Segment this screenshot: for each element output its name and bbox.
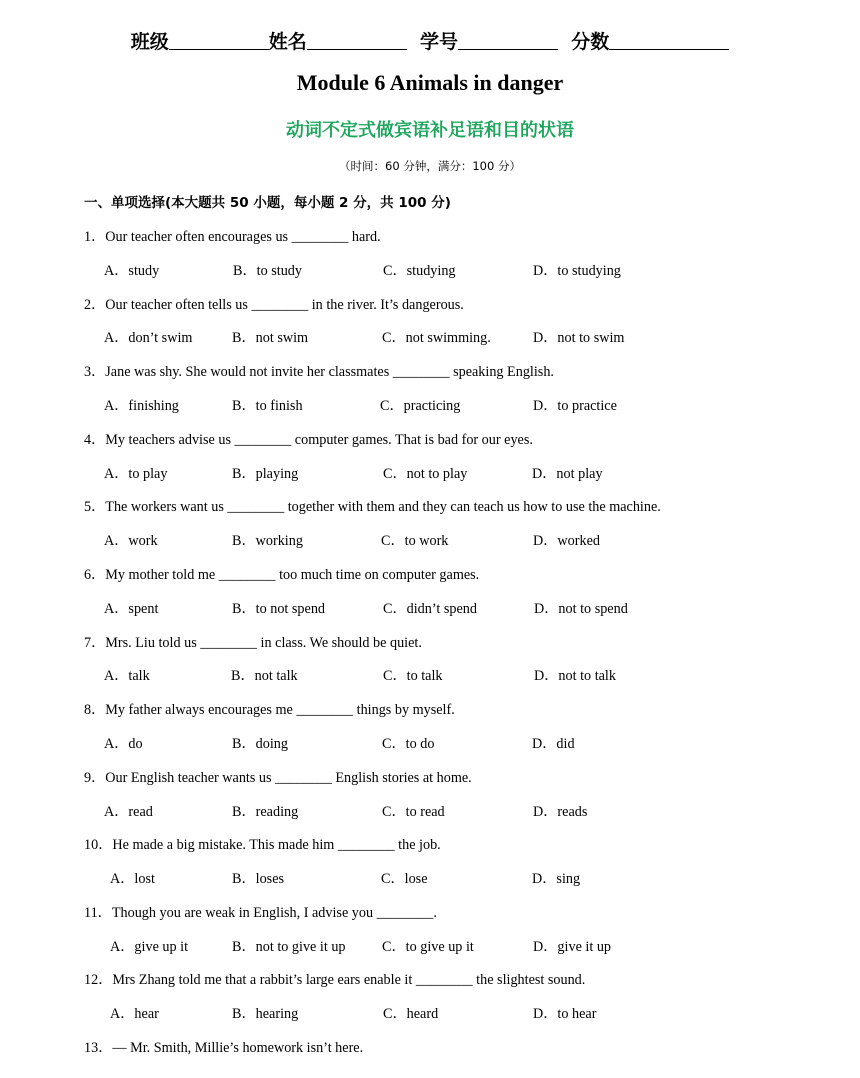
option-a: A．study <box>104 263 160 279</box>
option-c: C．lose <box>381 871 428 887</box>
option-d: D．sing <box>532 871 581 887</box>
option-d: D．to hear <box>533 1006 597 1022</box>
question-text: 13．— Mr. Smith, Millie’s homework isn’t here. <box>84 1040 364 1056</box>
question-options <box>0 530 860 550</box>
question-text: 10．He made a big mistake. This made him ________ the job. <box>84 837 441 853</box>
option-b: B．hearing <box>232 1006 299 1022</box>
option-a: A．don’t swim <box>104 330 193 346</box>
option-a: A．do <box>104 736 143 752</box>
option-b: B．working <box>232 533 303 549</box>
option-d: D．not to swim <box>533 330 625 346</box>
name-blank <box>307 31 407 50</box>
option-b: B．not talk <box>231 668 298 684</box>
option-a: A．give up it <box>110 939 189 955</box>
question-text: 12．Mrs Zhang told me that a rabbit’s large ears enable it ________ the slightest sound. <box>84 972 586 988</box>
option-b: B．to finish <box>232 398 303 414</box>
option-a: A．read <box>104 804 153 820</box>
question-text: 6．My mother told me ________ too much time on computer games. <box>84 567 480 583</box>
option-d: D．give it up <box>533 939 612 955</box>
question-text: 7．Mrs. Liu told us ________ in class. We should be quiet. <box>84 635 422 651</box>
option-c: C．to read <box>382 804 445 820</box>
class-label: 班级 <box>130 31 169 53</box>
student-info-line <box>0 27 860 54</box>
question-text: 1．Our teacher often encourages us ________ hard. <box>84 229 381 245</box>
option-a: A．finishing <box>104 398 179 414</box>
class-blank <box>169 31 269 50</box>
question-text: 2．Our teacher often tells us ________ in the river. It’s dangerous. <box>84 297 464 313</box>
option-d: D．to practice <box>533 398 617 414</box>
option-b: B．reading <box>232 804 299 820</box>
question-options <box>0 936 860 956</box>
question-text: 11．Though you are weak in English, I advise you ________. <box>84 905 437 921</box>
option-d: D．not play <box>532 466 603 482</box>
option-d: D．worked <box>533 533 600 549</box>
option-c: C．not to play <box>383 466 468 482</box>
question-options <box>0 801 860 821</box>
option-d: D．reads <box>533 804 588 820</box>
option-a: A．hear <box>110 1006 159 1022</box>
option-c: C．to do <box>382 736 435 752</box>
question-options <box>0 395 860 415</box>
option-b: B．to not spend <box>232 601 326 617</box>
question-text: 8．My father always encourages me ________ things by myself. <box>84 702 455 718</box>
question-text: 5．The workers want us ________ together with them and they can teach us how to use the machine. <box>84 499 661 515</box>
option-d: D．not to talk <box>534 668 616 684</box>
page-subtitle: 动词不定式做宾语补足语和目的状语 <box>286 120 574 141</box>
option-b: B．doing <box>232 736 288 752</box>
student-id-blank <box>458 31 558 50</box>
option-c: C．heard <box>383 1006 439 1022</box>
option-a: A．to play <box>104 466 168 482</box>
time-score-note: （时间：60 分钟，满分：100 分） <box>339 159 521 173</box>
option-d: D．to studying <box>533 263 621 279</box>
option-b: B．loses <box>232 871 285 887</box>
option-d: D．not to spend <box>534 601 628 617</box>
question-options <box>0 1003 860 1023</box>
option-d: D．did <box>532 736 575 752</box>
student-id-label: 学号 <box>420 31 459 53</box>
section-title: 一、单项选择(本大题共 50 小题，每小题 2 分，共 100 分) <box>84 195 451 211</box>
option-c: C．practicing <box>380 398 461 414</box>
question-options <box>0 463 860 483</box>
question-options <box>0 327 860 347</box>
option-b: B．playing <box>232 466 299 482</box>
score-blank <box>609 31 729 50</box>
option-c: C．studying <box>383 263 456 279</box>
page-title: Module 6 Animals in danger <box>296 70 564 95</box>
option-a: A．work <box>104 533 158 549</box>
question-text: 4．My teachers advise us ________ computer games. That is bad for our eyes. <box>84 432 533 448</box>
option-c: C．to talk <box>383 668 443 684</box>
question-options <box>0 260 860 280</box>
option-a: A．talk <box>104 668 150 684</box>
option-b: B．not to give it up <box>232 939 346 955</box>
option-c: C．didn’t spend <box>383 601 477 617</box>
option-a: A．lost <box>110 871 155 887</box>
question-options <box>0 733 860 753</box>
option-c: C．to give up it <box>382 939 474 955</box>
question-options <box>0 868 860 888</box>
option-b: B．to study <box>233 263 302 279</box>
name-label: 姓名 <box>268 31 307 53</box>
question-options <box>0 665 860 685</box>
question-text: 9．Our English teacher wants us ________ English stories at home. <box>84 770 472 786</box>
question-options <box>0 598 860 618</box>
option-b: B．not swim <box>232 330 309 346</box>
option-c: C．not swimming. <box>382 330 491 346</box>
question-text: 3．Jane was shy. She would not invite her classmates ________ speaking English. <box>84 364 554 380</box>
option-c: C．to work <box>381 533 449 549</box>
option-a: A．spent <box>104 601 159 617</box>
score-label: 分数 <box>571 31 610 53</box>
